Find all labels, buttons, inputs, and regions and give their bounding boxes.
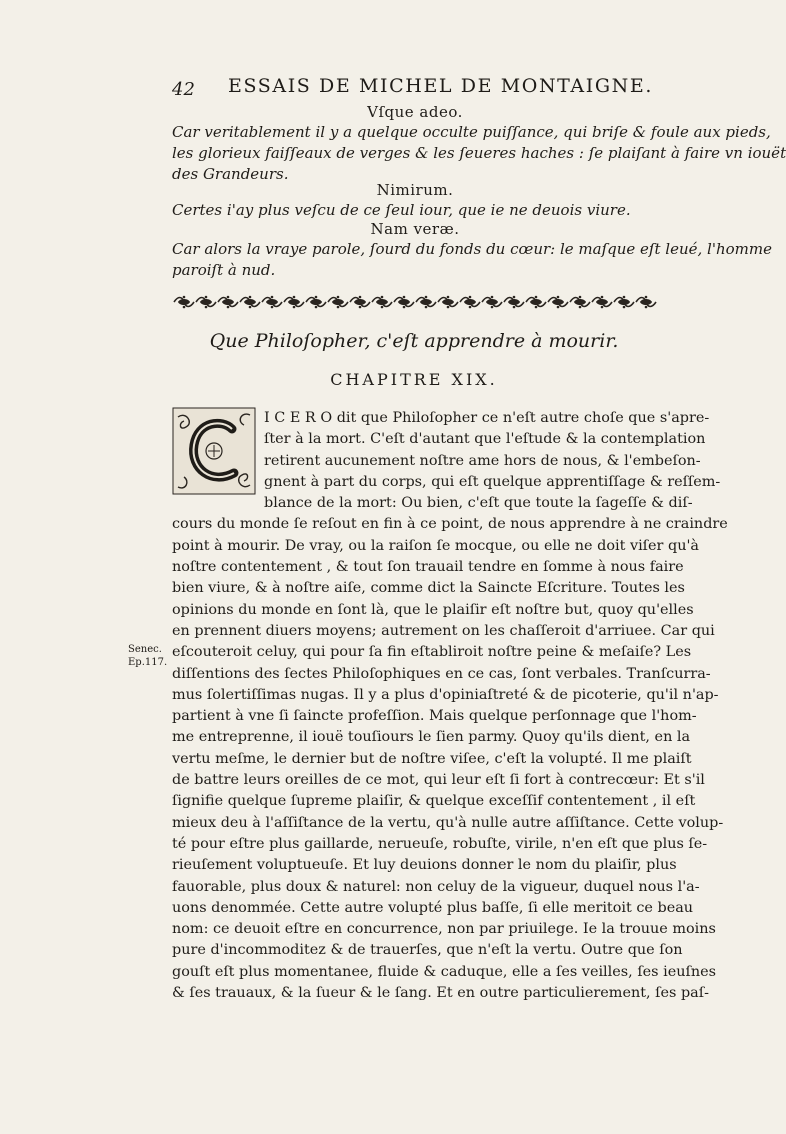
latin-quote-text: Nimirum. [376, 181, 454, 199]
body-line: cours du monde ſe reſout en fin à ce point, de nous apprendre à ne craindre [172, 516, 728, 533]
body-line: opinions du monde en ſont là, que le plaiſir eſt noſtre but, quoy qu'elles [172, 601, 694, 618]
body-line: & ſes trauaux, & la ſueur & le ſang. Et en outre particulierement, ſes paſ- [172, 985, 709, 1002]
body-line: point à mourir. De vray, ou la raiſon ſe mocque, ou elle ne doit viſer qu'à [172, 537, 699, 554]
body-line: retirent aucunement noſtre ame hors de nous, & l'embeſon- [264, 452, 701, 469]
body-line: diſſentions des ſectes Philoſophiques en ce cas, ſont verbales. Tranſcurra- [172, 665, 711, 682]
body-line: mus ſolertiſſimas nugas. Il y a plus d'opiniaſtreté & de picoterie, qu'il n'ap- [172, 686, 719, 703]
ornamental-divider [172, 294, 656, 310]
body-line: uons denommée. Cette autre volupté plus baſſe, ſi elle meritoit ce beau [172, 899, 694, 916]
quote-line: paroiſt à nud. [172, 261, 276, 279]
margin-note-line: Senec. [128, 644, 162, 655]
body-line: ſignifie quelque ſupreme plaiſir, & quelque exceſſif contentement , il eſt [172, 793, 696, 810]
page-number: 42 [172, 79, 195, 100]
french-quote-2 [172, 200, 658, 221]
quote-line: les glorieux faiſſeaux de verges & les ſeueres haches : ſe plaiſant à faire vn iouët [172, 144, 786, 162]
chapter-body-text [172, 408, 728, 1004]
margin-note-line: Ep.117. [128, 657, 168, 668]
chapter-number: CHAPITRE XIX. [330, 370, 498, 389]
quote-line: Certes i'ay plus veſcu de ce ſeul iour, que ie ne deuois viure. [172, 201, 631, 219]
page-header [172, 75, 653, 101]
body-line: ſter à la mort. C'eſt d'autant que l'eſtude & la contemplation [264, 431, 706, 448]
quote-line: Car veritablement il y a quelque occulte puiſſance, qui briſe & foule aux pieds, [172, 123, 771, 141]
body-line: mieux deu à l'aſſiſtance de la vertu, qu'à nulle autre aſſiſtance. Cette volup- [172, 814, 724, 831]
body-line: fauorable, plus doux & naturel: non celuy de la vigueur, duquel nous l'a- [172, 878, 700, 895]
body-line: gouſt eſt plus momentanee, fluide & caduque, elle a ſes veilles, ſes ieuſnes [172, 963, 716, 980]
body-line: pure d'incommoditez & de trauerſes, que n'eſt la vertu. Outre que ſon [172, 942, 683, 959]
body-line: vertu meſme, le dernier but de noſtre viſee, c'eſt la volupté. Il me plaiſt [172, 750, 692, 767]
running-title: ESSAIS DE MICHEL DE MONTAIGNE. [228, 75, 653, 97]
latin-quote-2 [172, 180, 658, 201]
quote-line: des Grandeurs. [172, 165, 289, 183]
body-line: de battre leurs oreilles de ce mot, qui leur eſt ſi fort à contrecœur: Et s'il [172, 772, 705, 789]
body-line: en prennent diuers moyens; autrement on les chaſſeroit d'arriuee. Car qui [172, 622, 715, 639]
french-quote-1 [172, 122, 786, 185]
body-line: eſcouteroit celuy, qui pour ſa fin eſtabliroit noſtre peine & meſaiſe? Les [172, 644, 692, 661]
margin-note [128, 643, 167, 669]
body-line: noſtre contentement , & tout ſon trauail tendre en ſomme à nous faire [172, 559, 684, 576]
body-line: bien viure, & à noſtre aiſe, comme dict la Saincte Eſcriture. Toutes les [172, 580, 685, 597]
latin-quote-text: Vſque adeo. [367, 103, 463, 121]
quote-line: Car alors la vraye parole, ſourd du fonds du cœur: le maſque eſt leué, l'homme [172, 240, 772, 258]
body-line: I C E R O dit que Philoſopher ce n'eſt autre choſe que s'apre- [264, 410, 710, 426]
body-line: partient à vne ſi ſaincte profeſſion. Mais quelque perſonnage que l'hom- [172, 708, 697, 725]
body-line: rieuſement voluptueuſe. Et luy deuions donner le nom du plaiſir, plus [172, 857, 677, 874]
body-line: me entreprenne, il iouë touſiours le ſien parmy. Quoy qu'ils dient, en la [172, 729, 691, 746]
french-quote-3 [172, 239, 772, 281]
body-line: gnent à part du corps, qui eſt quelque apprentiſſage & reſſem- [264, 473, 721, 490]
chapter-title: Que Philoſopher, c'eſt apprendre à mourir. [209, 330, 619, 352]
latin-quote-3 [172, 219, 658, 240]
latin-quote-1 [172, 102, 658, 123]
latin-quote-text: Nam veræ. [370, 220, 460, 238]
body-line: nom: ce deuoit eſtre en concurrence, non par priuilege. Ie la trouue moins [172, 921, 716, 938]
body-line: blance de la mort: Ou bien, c'eſt que toute la ſageſſe & diſ- [264, 495, 693, 512]
body-line: té pour eſtre plus gaillarde, nerueuſe, robuſte, virile, n'en eſt que plus ſe- [172, 835, 708, 852]
